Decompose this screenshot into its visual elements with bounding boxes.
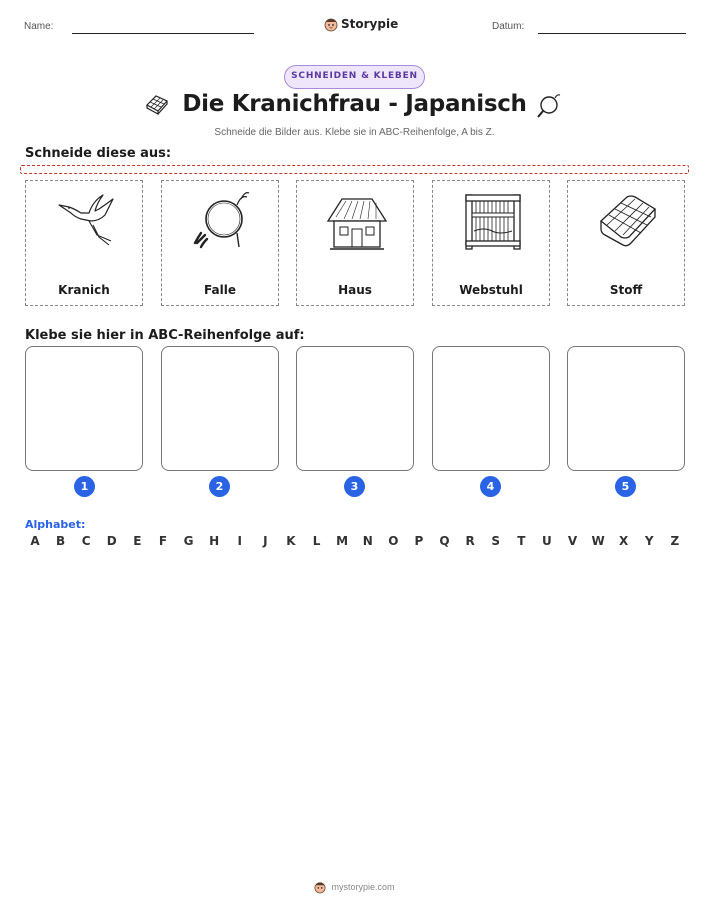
- name-label: Name:: [24, 21, 54, 32]
- cut-card-haus[interactable]: [296, 180, 414, 306]
- alphabet-letter: T: [517, 534, 526, 548]
- alphabet-letter: I: [237, 534, 242, 548]
- loom-icon: [462, 191, 524, 253]
- alphabet-letter: Q: [439, 534, 450, 548]
- cut-section-heading: Schneide diese aus:: [25, 146, 172, 161]
- alphabet-letter: U: [542, 534, 552, 548]
- alphabet-letter: S: [491, 534, 501, 548]
- alphabet-letter: B: [56, 534, 66, 548]
- house-icon: [326, 191, 388, 253]
- alphabet-letter: H: [209, 534, 220, 548]
- alphabet-letter: J: [263, 534, 268, 548]
- worksheet-header: [24, 14, 686, 38]
- alphabet-letter: M: [336, 534, 349, 548]
- card-label: Webstuhl: [459, 283, 523, 297]
- card-label: Haus: [338, 283, 372, 297]
- instructions: Schneide die Bilder aus. Klebe sie in ABC-Reihenfolge, A bis Z.: [214, 127, 495, 138]
- alphabet-letter: G: [183, 534, 194, 548]
- trap-icon: [191, 191, 253, 253]
- footer-url: mystorypie.com: [331, 882, 395, 892]
- name-line: [72, 33, 254, 34]
- alphabet-letter: Y: [644, 534, 654, 548]
- brand-name: Storypie: [341, 17, 399, 31]
- number-badge-1: 1: [74, 476, 95, 497]
- crane-icon: [55, 191, 117, 253]
- alphabet-row: [25, 534, 685, 548]
- alphabet-letter: N: [362, 534, 373, 548]
- alphabet-letter: F: [158, 534, 168, 548]
- card-label: Stoff: [609, 283, 643, 297]
- fabric-icon: [597, 191, 659, 253]
- footer: [0, 880, 709, 894]
- date-line: [538, 33, 686, 34]
- alphabet-label: Alphabet:: [25, 518, 86, 531]
- alphabet-letter: A: [30, 534, 40, 548]
- paste-box-2[interactable]: [161, 346, 279, 471]
- alphabet-letter: W: [591, 534, 605, 548]
- card-label: Kranich: [58, 283, 110, 297]
- date-label: Datum:: [492, 21, 525, 32]
- alphabet-letter: P: [414, 534, 424, 548]
- alphabet-letter: O: [388, 534, 399, 548]
- trap-icon: [535, 92, 561, 120]
- alphabet-letter: D: [106, 534, 117, 548]
- page-title: Die Kranichfrau - Japanisch: [182, 91, 527, 117]
- paste-box-3[interactable]: [296, 346, 414, 471]
- alphabet-letter: X: [619, 534, 629, 548]
- card-label: Falle: [204, 283, 236, 297]
- alphabet-letter: E: [133, 534, 142, 548]
- number-badge-4: 4: [480, 476, 501, 497]
- activity-badge: SCHNEIDEN & KLEBEN: [284, 65, 425, 89]
- cut-card-stoff[interactable]: [567, 180, 685, 306]
- paste-box-5[interactable]: [567, 346, 685, 471]
- paste-section-heading: Klebe sie hier in ABC-Reihenfolge auf:: [25, 328, 305, 343]
- cut-card-kranich[interactable]: [25, 180, 143, 306]
- alphabet-letter: L: [312, 534, 321, 548]
- cut-card-falle[interactable]: [161, 180, 279, 306]
- alphabet-letter: V: [567, 534, 578, 548]
- cut-line: [20, 165, 689, 174]
- cut-card-webstuhl[interactable]: [432, 180, 550, 306]
- paste-box-1[interactable]: [25, 346, 143, 471]
- storypie-mascot-icon: [314, 880, 326, 894]
- paste-box-4[interactable]: [432, 346, 550, 471]
- alphabet-letter: R: [465, 534, 475, 548]
- number-badge-3: 3: [344, 476, 365, 497]
- number-badge-5: 5: [615, 476, 636, 497]
- alphabet-letter: C: [81, 534, 91, 548]
- alphabet-letter: Z: [670, 534, 680, 548]
- brand-logo: [324, 14, 398, 34]
- storypie-mascot-icon: [324, 16, 338, 32]
- number-badge-2: 2: [209, 476, 230, 497]
- alphabet-letter: K: [286, 534, 296, 548]
